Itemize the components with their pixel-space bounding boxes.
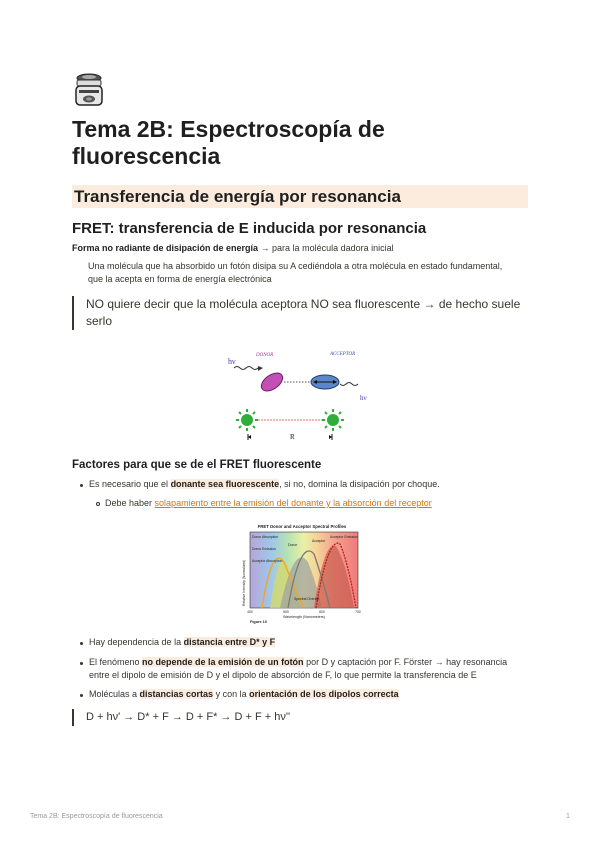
label-donor: Donor [288,543,298,547]
sub-bullet-circle [96,502,100,506]
r-label: R [290,433,295,441]
h-out-label: hν [360,394,367,402]
bullet3-pre: El fenómeno [89,657,143,667]
donor-sun-icon [236,409,258,431]
x-tick-700: 700 [355,610,361,614]
callout-quote: NO quiere decir que la molécula aceptora NO sea fluorescente → de hecho suele serlo [72,296,532,330]
bullet1-post: , si no, domina la disipación por choque. [279,479,440,489]
x-tick-500: 500 [283,610,289,614]
figure-title: FRET Donor and Acceptor Spectral Profiles [257,524,347,529]
x-tick-400: 400 [247,610,253,614]
equation-quote: D + hν' → D* + F → D + F* → D + F + hν'' [72,709,372,726]
acceptor-sun-icon [322,409,344,431]
notebook-icon [72,72,106,108]
indent-paragraph: Una molécula que ha absorbido un fotón disipa su A cediéndola a otra molécula en estado fundamental, que la acepta en forma de energía electrónica [88,261,503,284]
definition-bold: Forma no radiante de disipación de energía [72,243,259,253]
bullet-orientation [89,688,399,701]
sub-bullet-overlap [105,497,432,510]
bullet-forster [89,656,539,682]
bullet4-mid: y con la [213,689,250,699]
bullet3-highlight: no depende de la emisión de un fotón [142,657,304,667]
x-axis-label: Wavelength (Nanometers) [283,615,325,619]
label-acceptor-emission: Acceptor Emission [330,535,359,539]
bullet-dot [80,662,83,665]
label-donor-absorption: Donor Absorption [252,535,279,539]
bullet1-highlight: donante sea fluorescente [170,479,280,489]
fret-diagram-figure [222,346,382,442]
definition-line [72,242,394,254]
bullet4-highlight1: distancias cortas [139,689,214,699]
acceptor-label: ACCEPTOR [330,352,356,357]
bullet4-pre: Moléculas a [89,689,140,699]
factors-heading: Factores para que se de el FRET fluorescente [72,459,322,471]
donor-label: DONOR [256,353,274,358]
label-spectral-overlap: Spectral Overlap [294,597,320,601]
bullet-donor-fluorescent [89,478,440,491]
bullet-dot [80,484,83,487]
bullet2-pre: Hay dependencia de la [89,637,184,647]
label-acceptor: Acceptor [312,539,326,543]
bullet-dot [80,642,83,645]
bullet4-highlight2: orientación de los dipolos correcta [249,689,399,699]
bullet3-line2: entre el dipolo de emisión de D y el dipolo de absorción de F, lo que permite la transferencia de E [89,670,477,680]
label-donor-emission: Donor Emission [252,547,276,551]
x-tick-600: 600 [319,610,325,614]
figure-caption: Figure 10 [250,620,267,624]
bullet3-post: por D y captación por F. Förster → hay resonancia [303,657,508,667]
page-number: 1 [566,813,570,820]
subsection-heading: FRET: transferencia de E inducida por resonancia [72,220,427,237]
section-heading: Transferencia de energía por resonancia [72,185,528,208]
sub-bullet-pre: Debe haber [105,498,155,508]
bullet-distance [89,636,275,649]
overlap-link[interactable]: solapamiento entre la emisión del donante y la absorción del receptor [154,498,432,508]
page-title: Tema 2B: Espectroscopía de fluorescencia [72,116,385,169]
bullet1-pre: Es necesario que el [89,479,171,489]
h-in-label: hν [228,357,236,366]
bullet2-highlight: distancia entre D* y F [183,637,276,647]
footer-title: Tema 2B: Espectroscopía de fluorescencia [30,813,163,820]
bullet-dot [80,694,83,697]
definition-rest: → para la molécula dadora inicial [258,243,394,253]
spectral-profiles-figure [232,522,372,626]
y-axis-label: Relative Intensity (Normalized) [242,559,246,606]
label-acceptor-absorption: Acceptor Absorption [252,559,283,563]
